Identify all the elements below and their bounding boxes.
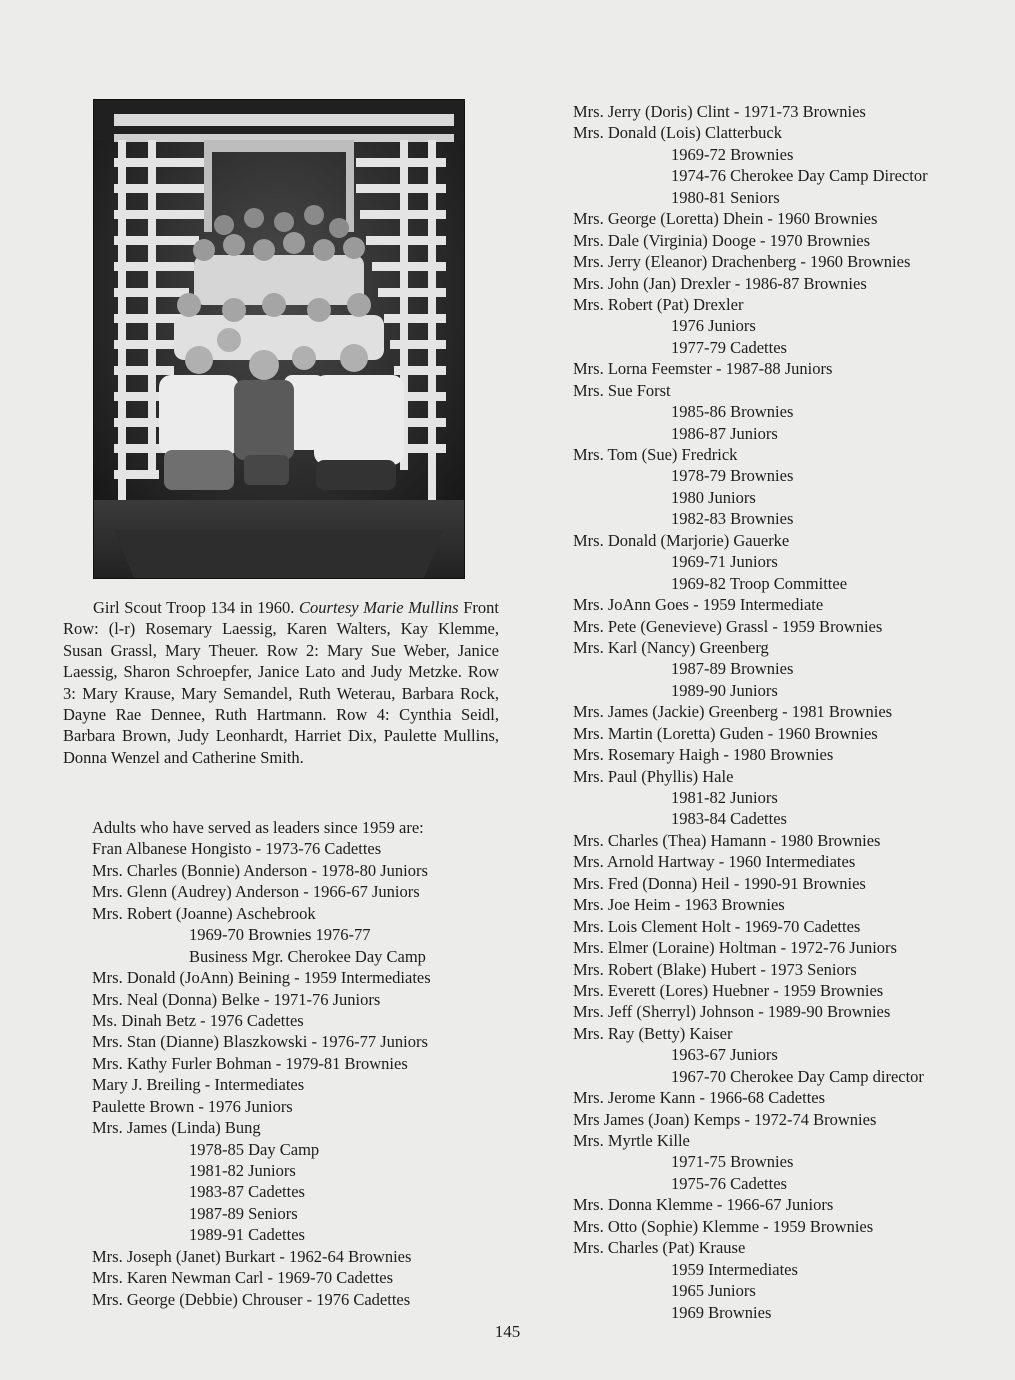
list-entry: Mrs. Joe Heim - 1963 Brownies [573, 895, 785, 915]
caption-body: Front Row: (l-r) Rosemary Laessig, Karen Walters, Kay Klemme, Susan Grassl, Mary Theuer. Row 2: Mary Sue Weber, Janice Laessig, Sharon Schroepfer, Janice Lato and Judy Metzke. Row 3: Mary Krause, Mary Semandel, Ruth Weterau, Barbara Rock, Dayne Rae Dennee, Ruth Hartmann. Row 4: Cynthia Seidl, Barbara Brown, Judy Leonhardt, Harriet Dix, Paulette Mullins, Donna Wenzel and Catherine Smith. [63, 598, 499, 767]
list-entry: Mrs. Jerome Kann - 1966-68 Cadettes [573, 1088, 826, 1108]
list-entry: Mrs. Dale (Virginia) Dooge - 1970 Brownies [573, 230, 871, 250]
list-entry: Mrs. George (Loretta) Dhein - 1960 Brownies [573, 209, 878, 229]
list-entry: Mrs. Rosemary Haigh - 1980 Brownies [573, 745, 834, 765]
list-sub-entry: 1965 Juniors [671, 1281, 756, 1301]
list-sub-entry: 1989-90 Juniors [671, 680, 778, 700]
caption-credit: Courtesy Marie Mullins [299, 598, 459, 617]
leaders-list-right [573, 101, 928, 1323]
photo-caption [63, 597, 499, 768]
list-sub-entry: 1983-84 Cadettes [671, 809, 787, 829]
list-entry: Paulette Brown - 1976 Juniors [92, 1096, 293, 1116]
list-entry: Mrs. Donald (JoAnn) Beining - 1959 Intermediates [92, 968, 431, 988]
list-entry: Mrs. Paul (Phyllis) Hale [573, 766, 734, 786]
list-entry: Fran Albanese Hongisto - 1973-76 Cadettes [92, 839, 382, 859]
list-entry: Mrs. Kathy Furler Bohman - 1979-81 Brownies [92, 1053, 408, 1073]
list-entry: Mrs. Everett (Lores) Huebner - 1959 Brownies [573, 980, 884, 1000]
list-sub-entry: 1969-71 Juniors [671, 552, 778, 572]
list-sub-entry: 1980 Juniors [671, 487, 756, 507]
list-sub-entry: 1971-75 Brownies [671, 1152, 794, 1172]
list-entry: Mrs. Charles (Bonnie) Anderson - 1978-80 Juniors [92, 860, 428, 880]
leaders-list-left [92, 817, 431, 1310]
list-entry: Mrs. Robert (Joanne) Aschebrook [92, 903, 316, 923]
list-entry: Mrs. Sue Forst [573, 380, 671, 400]
list-entry: Mrs. Donald (Lois) Clatterbuck [573, 123, 782, 143]
list-sub-entry: 1974-76 Cherokee Day Camp Director [671, 166, 928, 186]
list-entry: Mrs. Karen Newman Carl - 1969-70 Cadettes [92, 1268, 394, 1288]
list-entry: Mrs. Donald (Marjorie) Gauerke [573, 530, 790, 550]
list-entry: Mrs. Pete (Genevieve) Grassl - 1959 Brownies [573, 616, 883, 636]
list-entry: Mrs. Jeff (Sherryl) Johnson - 1989-90 Brownies [573, 1002, 891, 1022]
list-entry: Mrs. Robert (Pat) Drexler [573, 294, 744, 314]
list-entry: Mrs. Robert (Blake) Hubert - 1973 Seniors [573, 959, 857, 979]
list-entry: Mrs. John (Jan) Drexler - 1986-87 Brownies [573, 273, 867, 293]
list-entry: Mrs. Tom (Sue) Fredrick [573, 445, 738, 464]
list-sub-entry: 1987-89 Brownies [671, 659, 794, 679]
list-sub-entry: 1978-79 Brownies [671, 466, 794, 486]
list-entry: Mrs. Fred (Donna) Heil - 1990-91 Brownies [573, 873, 866, 893]
list-sub-entry: 1982-83 Brownies [671, 509, 794, 529]
list-entry: Adults who have served as leaders since 1959 are: [92, 818, 424, 837]
list-entry: Mrs James (Joan) Kemps - 1972-74 Brownies [573, 1109, 877, 1129]
list-entry: Mrs. Donna Klemme - 1966-67 Juniors [573, 1195, 834, 1215]
list-entry: Mrs. Myrtle Kille [573, 1131, 690, 1150]
list-sub-entry: 1983-87 Cadettes [189, 1182, 305, 1202]
list-sub-entry: 1989-91 Cadettes [189, 1225, 305, 1245]
list-sub-entry: 1975-76 Cadettes [671, 1173, 787, 1193]
list-entry: Mrs. George (Debbie) Chrouser - 1976 Cadettes [92, 1289, 411, 1309]
list-entry: Mrs. Jerry (Eleanor) Drachenberg - 1960 Brownies [573, 252, 911, 272]
page-number: 145 [494, 1322, 521, 1341]
list-sub-entry: 1981-82 Juniors [671, 788, 778, 807]
list-entry: Mrs. Karl (Nancy) Greenberg [573, 637, 769, 657]
list-entry: Mary J. Breiling - Intermediates [92, 1075, 305, 1095]
list-sub-entry: 1969-72 Brownies [671, 144, 794, 164]
list-entry: Mrs. Charles (Pat) Krause [573, 1238, 746, 1258]
list-sub-entry: 1976 Juniors [671, 316, 756, 336]
list-sub-entry: 1981-82 Juniors [189, 1161, 296, 1180]
list-entry: Mrs. James (Linda) Bung [92, 1118, 261, 1138]
list-entry: Mrs. JoAnn Goes - 1959 Intermediate [573, 595, 824, 615]
list-entry: Mrs. Martin (Loretta) Guden - 1960 Brownies [573, 723, 878, 743]
list-sub-entry: 1967-70 Cherokee Day Camp director [671, 1066, 924, 1086]
list-entry: Mrs. Otto (Sophie) Klemme - 1959 Brownies [573, 1216, 874, 1236]
list-sub-entry: 1986-87 Juniors [671, 423, 778, 443]
list-entry: Mrs. Charles (Thea) Hamann - 1980 Brownies [573, 830, 881, 850]
list-sub-entry: 1963-67 Juniors [671, 1045, 778, 1065]
list-sub-entry: 1959 Intermediates [671, 1259, 798, 1279]
list-sub-entry: 1978-85 Day Camp [189, 1139, 320, 1159]
list-sub-entry: Business Mgr. Cherokee Day Camp [189, 946, 426, 966]
list-entry: Mrs. Lorna Feemster - 1987-88 Juniors [573, 359, 833, 379]
list-entry: Mrs. Neal (Donna) Belke - 1971-76 Juniors [92, 989, 381, 1009]
list-entry: Mrs. Elmer (Loraine) Holtman - 1972-76 Juniors [573, 938, 897, 958]
list-sub-entry: 1987-89 Seniors [189, 1203, 298, 1223]
list-entry: Ms. Dinah Betz - 1976 Cadettes [92, 1010, 304, 1030]
list-entry: Mrs. Jerry (Doris) Clint - 1971-73 Brownies [573, 102, 866, 121]
list-entry: Mrs. James (Jackie) Greenberg - 1981 Brownies [573, 702, 893, 722]
list-entry: Mrs. Lois Clement Holt - 1969-70 Cadettes [573, 916, 861, 936]
list-sub-entry: 1969-70 Brownies 1976-77 [189, 925, 371, 945]
list-entry: Mrs. Stan (Dianne) Blaszkowski - 1976-77 Juniors [92, 1032, 428, 1052]
caption-intro: Girl Scout Troop 134 in 1960. [93, 598, 295, 617]
list-entry: Mrs. Glenn (Audrey) Anderson - 1966-67 Juniors [92, 882, 420, 902]
list-sub-entry: 1969-82 Troop Committee [671, 573, 848, 593]
troop-photo-graphic [94, 100, 464, 578]
list-sub-entry: 1969 Brownies [671, 1302, 772, 1322]
list-sub-entry: 1977-79 Cadettes [671, 337, 787, 357]
list-entry: Mrs. Ray (Betty) Kaiser [573, 1023, 733, 1043]
troop-photo [93, 99, 465, 579]
list-entry: Mrs. Joseph (Janet) Burkart - 1962-64 Brownies [92, 1246, 412, 1266]
list-entry: Mrs. Arnold Hartway - 1960 Intermediates [573, 852, 856, 872]
list-sub-entry: 1985-86 Brownies [671, 402, 794, 422]
list-sub-entry: 1980-81 Seniors [671, 187, 780, 207]
